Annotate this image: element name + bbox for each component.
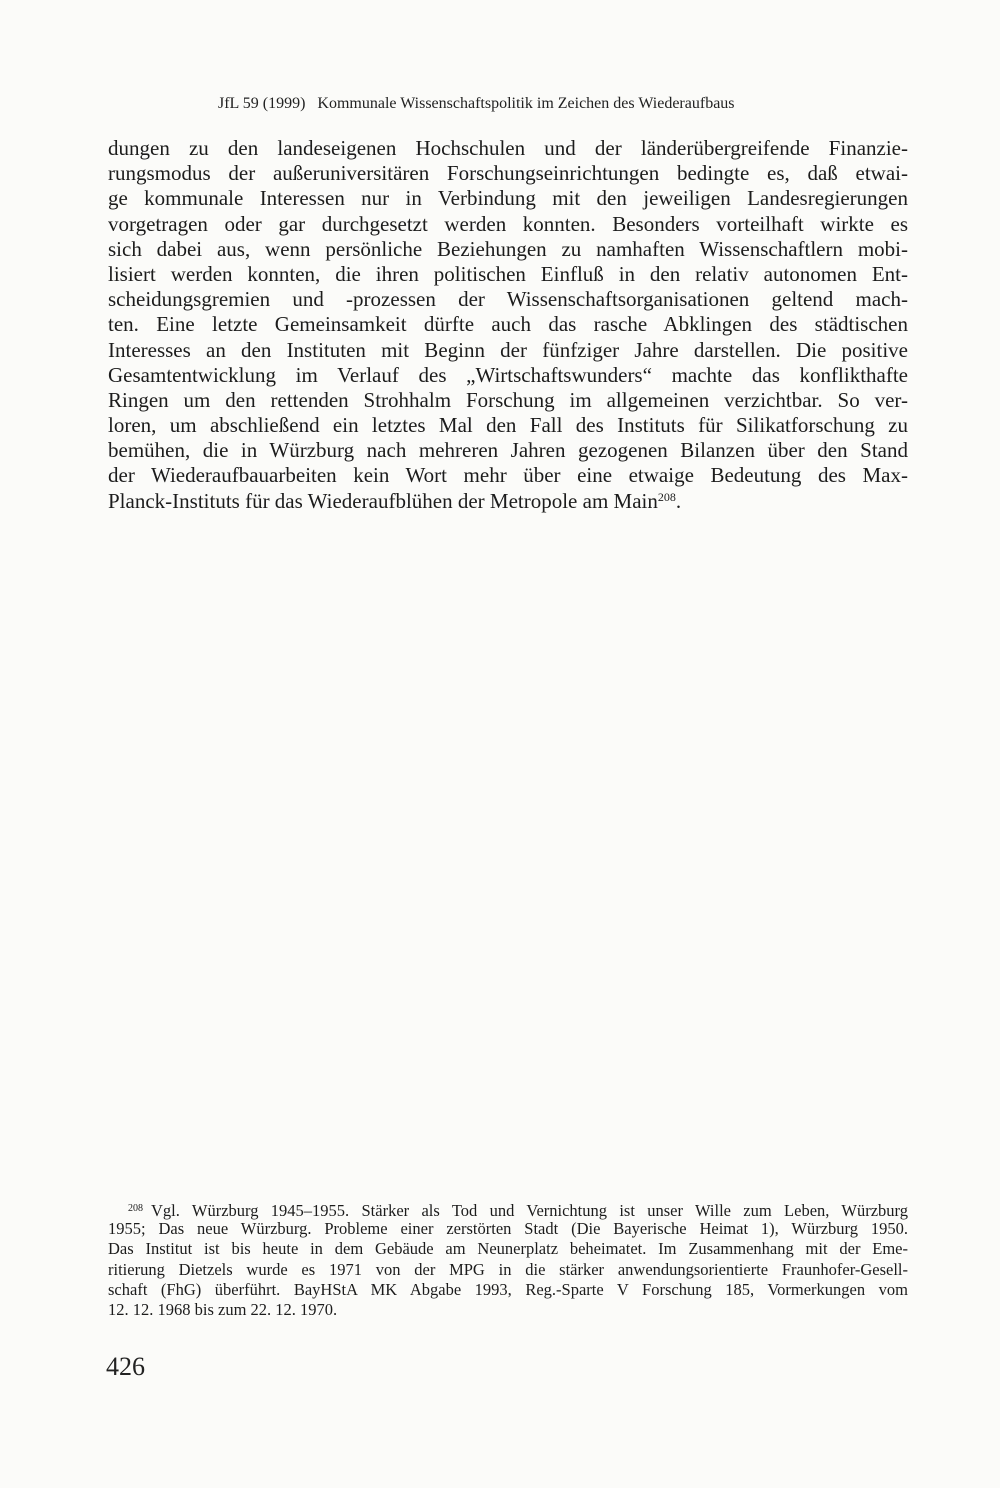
running-title: Kommunale Wissenschaftspolitik im Zeichen des Wiederaufbaus xyxy=(317,95,735,112)
text-line: scheidungsgremien und -prozessen der Wissenschaftsorganisationen geltend mach- xyxy=(108,287,908,312)
text-line: vorgetragen oder gar durchgesetzt werden konnten. Besonders vorteilhaft wirkte es xyxy=(108,211,908,236)
text-line: loren, um abschließend ein letztes Mal den Fall des Instituts für Silikatforschung zu xyxy=(108,413,908,438)
text-line-last xyxy=(108,489,908,514)
text-line: rungsmodus der außeruniversitären Forschungseinrichtungen bedingte es, daß etwai- xyxy=(108,161,908,186)
sentence-end: . xyxy=(675,488,682,513)
text-line: ten. Eine letzte Gemeinsamkeit dürfte auch das rasche Abklingen des städtischen xyxy=(108,312,908,337)
footnote-line xyxy=(108,1199,908,1219)
journal-citation: JfL 59 (1999) xyxy=(218,95,306,112)
footnote-reference[interactable]: 208 xyxy=(657,489,676,504)
footnote-number: 208 xyxy=(128,1203,143,1214)
text-line: lisiert werden konnten, die ihren politischen Einfluß in den relativ autonomen Ent- xyxy=(108,261,908,286)
footnote-first-text: Vgl. Würzburg 1945–1955. Stärker als Tod und Vernichtung ist unser Wille zum Leben, Würzburg xyxy=(151,1201,908,1220)
last-line-text: Planck-Instituts für das Wiederaufblühen der Metropole am Main xyxy=(108,488,658,513)
footnote-line: schaft (FhG) überführt. BayHStA MK Abgabe 1993, Reg.-Sparte V Forschung 185, Vormerkungen vom xyxy=(108,1279,908,1299)
body-paragraph xyxy=(108,136,908,514)
text-line: der Wiederaufbauarbeiten kein Wort mehr über eine etwaige Bedeutung des Max- xyxy=(108,463,908,488)
text-line: Gesamtentwicklung im Verlauf des „Wirtschaftswunders“ machte das konflikthafte xyxy=(108,362,908,387)
footnote-line-last: 12. 12. 1968 bis zum 22. 12. 1970. xyxy=(108,1299,338,1319)
footnote-line: Das Institut ist bis heute in dem Gebäude am Neunerplatz beheimatet. Im Zusammenhang mit der Eme- xyxy=(108,1239,908,1259)
text-line: ge kommunale Interessen nur in Verbindung mit den jeweiligen Landesregierungen xyxy=(108,186,908,211)
page-number: 426 xyxy=(106,1352,145,1381)
text-line: Ringen um den rettenden Strohhalm Forschung im allgemeinen verzichtbar. So ver- xyxy=(108,387,908,412)
text-line: dungen zu den landeseigenen Hochschulen und der länderübergreifende Finanzie- xyxy=(108,136,908,160)
text-line: Interesses an den Instituten mit Beginn der fünfziger Jahre darstellen. Die positive xyxy=(108,337,908,362)
text-line: sich dabei aus, wenn persönliche Beziehungen zu namhaften Wissenschaftlern mobi- xyxy=(108,236,908,261)
text-line: bemühen, die in Würzburg nach mehreren Jahren gezogenen Bilanzen über den Stand xyxy=(108,438,908,463)
footnote-line: ritierung Dietzels wurde es 1971 von der MPG in die stärker anwendungsorientierte Fraunhofer-Gesell- xyxy=(108,1259,908,1279)
footnote xyxy=(108,1199,908,1320)
footnote-line: 1955; Das neue Würzburg. Probleme einer zerstörten Stadt (Die Bayerische Heimat 1), Würzburg 1950. xyxy=(108,1219,908,1239)
running-header xyxy=(218,94,838,114)
